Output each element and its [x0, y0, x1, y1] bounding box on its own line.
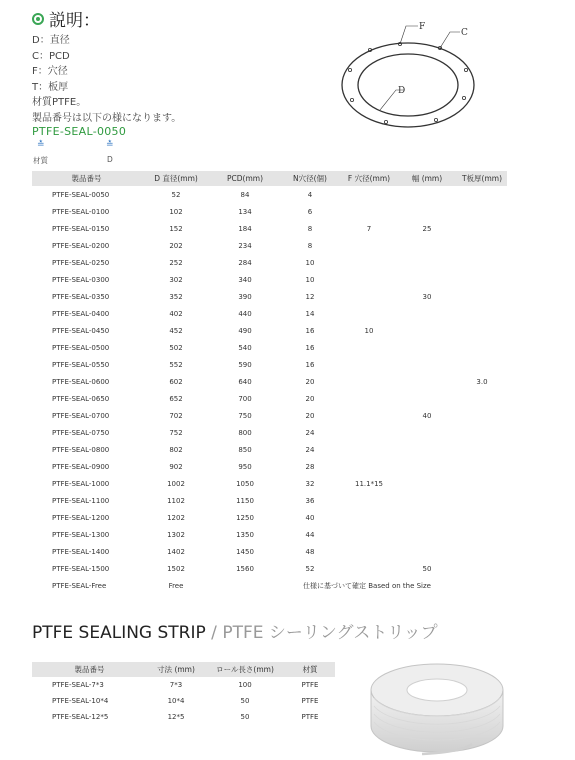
cell-width	[397, 356, 457, 373]
cell-part-number: PTFE-SEAL-12*5	[52, 713, 109, 721]
cell-width: 50	[422, 564, 432, 573]
cell-part-number: PTFE-SEAL-0400	[52, 309, 110, 318]
col-header-material: 材質	[285, 662, 335, 677]
cell-part-number: PTFE-SEAL-0200	[52, 241, 110, 250]
col-header-part-number: 製品番号	[32, 171, 141, 186]
cell-part-number: PTFE-SEAL-0800	[52, 445, 110, 454]
cell-hole-count: 24	[305, 428, 315, 437]
cell-hole-diameter	[341, 339, 397, 356]
cell-thickness	[457, 492, 507, 509]
cell-part-number: PTFE-SEAL-0600	[52, 377, 110, 386]
table-row	[32, 509, 507, 526]
cell-material: PTFE	[301, 697, 319, 705]
cell-diameter: 302	[169, 275, 183, 284]
cell-thickness	[457, 543, 507, 560]
cell-pcd: 540	[238, 343, 252, 352]
cell-hole-count: 52	[305, 564, 315, 573]
cell-hole-count: 16	[305, 343, 315, 352]
section-header	[32, 6, 100, 31]
table-row	[32, 322, 507, 339]
desc-line: D：直径	[32, 35, 70, 46]
cell-width	[397, 526, 457, 543]
diagram-label-d: D	[398, 86, 406, 96]
cell-thickness	[457, 305, 507, 322]
cell-part-number: PTFE-SEAL-0550	[52, 360, 110, 369]
gasket-diagram	[340, 18, 500, 128]
cell-diameter: 602	[169, 377, 183, 386]
cell-part-number: PTFE-SEAL-10*4	[52, 697, 109, 705]
cell-width	[397, 271, 457, 288]
table-row	[32, 475, 507, 492]
cell-hole-diameter	[341, 560, 397, 577]
cell-pcd: 850	[238, 445, 252, 454]
cell-diameter: 1102	[167, 496, 185, 505]
cell-width	[397, 305, 457, 322]
cell-thickness	[457, 339, 507, 356]
cell-hole-count: 36	[305, 496, 315, 505]
cell-hole-diameter	[341, 271, 397, 288]
cell-part-number: PTFE-SEAL-0750	[52, 428, 110, 437]
cell-pcd: 390	[238, 292, 252, 301]
cell-width	[397, 373, 457, 390]
table-row	[32, 543, 507, 560]
cell-thickness	[457, 271, 507, 288]
cell-hole-count: 8	[307, 224, 313, 233]
cell-diameter: 802	[169, 445, 183, 454]
cell-width	[397, 203, 457, 220]
desc-line: 製品番号は以下の様になります。	[32, 112, 182, 124]
cell-width	[397, 339, 457, 356]
cell-pcd: 284	[238, 258, 252, 267]
cell-hole-diameter	[341, 203, 397, 220]
double-chevron-down-icon: ≛	[106, 140, 114, 150]
cell-diameter: 702	[169, 411, 183, 420]
cell-part-number: PTFE-SEAL-0450	[52, 326, 110, 335]
cell-thickness	[457, 509, 507, 526]
cell-width	[397, 492, 457, 509]
cell-pcd: 234	[238, 241, 252, 250]
cell-material: PTFE	[301, 713, 319, 721]
cell-pcd: 340	[238, 275, 252, 284]
cell-thickness	[457, 441, 507, 458]
cell-hole-diameter	[341, 305, 397, 322]
cell-hole-diameter	[341, 526, 397, 543]
table-row	[32, 339, 507, 356]
table-row	[32, 390, 507, 407]
cell-roll-length: 50	[240, 713, 250, 721]
col-header-diameter: D 直径(mm)	[141, 171, 211, 186]
cell-thickness	[457, 288, 507, 305]
cell-width: 30	[422, 292, 432, 301]
cell-thickness	[457, 254, 507, 271]
cell-part-number: PTFE-SEAL-7*3	[52, 681, 104, 689]
cell-hole-diameter	[341, 237, 397, 254]
cell-part-number: PTFE-SEAL-0700	[52, 411, 110, 420]
cell-hole-diameter	[341, 407, 397, 424]
cell-pcd: 1350	[236, 530, 254, 539]
double-chevron-down-icon: ≛	[37, 140, 45, 150]
cell-hole-count: 4	[307, 190, 313, 199]
col-header-hole-count: N穴径(個)	[279, 171, 341, 186]
radio-bullet-icon	[32, 13, 44, 25]
cell-diameter: Free	[168, 581, 184, 590]
strip-title-separator: /	[205, 623, 223, 643]
cell-part-number: PTFE-SEAL-0150	[52, 224, 110, 233]
cell-hole-count: 48	[305, 547, 315, 556]
table-row	[32, 407, 507, 424]
cell-hole-count: 20	[305, 394, 315, 403]
col-header-roll-length: ロール長さ(mm)	[205, 662, 285, 677]
cell-diameter: 152	[169, 224, 183, 233]
cell-pcd: 184	[238, 224, 252, 233]
table-row	[32, 271, 507, 288]
cell-part-number: PTFE-SEAL-1000	[52, 479, 110, 488]
cell-width	[397, 424, 457, 441]
cell-part-number: PTFE-SEAL-0650	[52, 394, 110, 403]
cell-diameter: 1002	[167, 479, 185, 488]
cell-thickness	[457, 186, 507, 203]
cell-pcd: 750	[238, 411, 252, 420]
table-row	[32, 373, 507, 390]
cell-diameter: 202	[169, 241, 183, 250]
cell-hole-diameter	[341, 254, 397, 271]
table-row	[32, 220, 507, 237]
example-code: PTFE-SEAL-0050	[32, 125, 127, 138]
table-header-row	[32, 662, 335, 677]
col-header-pcd: PCD(mm)	[211, 171, 279, 186]
cell-diameter: 752	[169, 428, 183, 437]
cell-pcd: 1150	[236, 496, 254, 505]
cell-pcd: 134	[238, 207, 252, 216]
cell-hole-diameter	[341, 356, 397, 373]
col-header-dimension: 寸法 (mm)	[147, 662, 205, 677]
table-row	[32, 305, 507, 322]
cell-hole-diameter: 10	[364, 326, 374, 335]
cell-hole-diameter	[341, 288, 397, 305]
cell-part-number: PTFE-SEAL-1400	[52, 547, 110, 556]
strip-section-title	[32, 618, 438, 643]
table-row	[32, 458, 507, 475]
table-row	[32, 356, 507, 373]
section-title: 説明：	[49, 11, 100, 31]
cell-diameter: 52	[171, 190, 181, 199]
cell-width	[397, 543, 457, 560]
cell-width	[397, 458, 457, 475]
cell-pcd	[211, 577, 279, 594]
strip-title-ja: PTFE シーリングストリップ	[222, 623, 438, 643]
description-block	[32, 33, 181, 127]
cell-diameter: 452	[169, 326, 183, 335]
table-row	[32, 693, 335, 709]
sealing-strip-roll-image	[362, 654, 512, 758]
table-row	[32, 186, 507, 203]
cell-pcd: 84	[240, 190, 250, 199]
cell-part-number: PTFE-SEAL-0300	[52, 275, 110, 284]
cell-hole-count: 16	[305, 326, 315, 335]
cell-width	[397, 509, 457, 526]
cell-thickness	[457, 458, 507, 475]
col-header-part-number: 製品番号	[32, 662, 147, 677]
cell-dimension: 12*5	[167, 713, 185, 721]
cell-diameter: 1202	[167, 513, 185, 522]
cell-hole-count: 20	[305, 377, 315, 386]
cell-thickness: 3.0	[476, 377, 488, 386]
cell-hole-diameter	[341, 390, 397, 407]
cell-diameter: 402	[169, 309, 183, 318]
cell-width	[397, 475, 457, 492]
table-row	[32, 709, 335, 725]
cell-hole-diameter	[341, 543, 397, 560]
table-header-row	[32, 171, 507, 186]
col-header-hole-diameter: F 穴径(mm)	[341, 171, 397, 186]
cell-width: 40	[422, 411, 432, 420]
material-label: 材質	[33, 156, 48, 165]
cell-width	[397, 322, 457, 339]
cell-dimension: 7*3	[169, 681, 183, 689]
cell-thickness	[457, 424, 507, 441]
desc-line: C：PCD	[32, 50, 70, 62]
cell-dimension: 10*4	[167, 697, 185, 705]
cell-width	[397, 186, 457, 203]
cell-size-note: 仕様に基づいて確定 Based on the Size	[303, 581, 431, 590]
cell-hole-count: 14	[305, 309, 315, 318]
cell-hole-count: 24	[305, 445, 315, 454]
cell-width: 25	[422, 224, 432, 233]
cell-diameter: 902	[169, 462, 183, 471]
cell-pcd: 800	[238, 428, 252, 437]
cell-pcd: 640	[238, 377, 252, 386]
cell-pcd: 700	[238, 394, 252, 403]
col-header-thickness: T板厚(mm)	[457, 171, 507, 186]
cell-part-number: PTFE-SEAL-Free	[52, 581, 107, 590]
col-header-width: 幅 (mm)	[397, 171, 457, 186]
cell-hole-diameter	[341, 373, 397, 390]
cell-pcd: 1050	[236, 479, 254, 488]
desc-line: F：穴径	[32, 66, 68, 78]
specification-table	[32, 171, 507, 594]
cell-diameter: 1302	[167, 530, 185, 539]
table-row	[32, 254, 507, 271]
cell-hole-count: 12	[305, 292, 315, 301]
table-row	[32, 441, 507, 458]
table-row	[32, 560, 507, 577]
cell-part-number: PTFE-SEAL-1500	[52, 564, 110, 573]
cell-pcd: 490	[238, 326, 252, 335]
desc-line: T：板厚	[32, 81, 69, 93]
cell-hole-diameter	[341, 492, 397, 509]
cell-thickness	[457, 203, 507, 220]
cell-width	[397, 441, 457, 458]
cell-pcd: 590	[238, 360, 252, 369]
strip-table	[32, 662, 335, 725]
cell-hole-diameter	[341, 509, 397, 526]
cell-part-number: PTFE-SEAL-0250	[52, 258, 110, 267]
table-row	[32, 424, 507, 441]
cell-part-number: PTFE-SEAL-1100	[52, 496, 110, 505]
cell-hole-diameter	[341, 458, 397, 475]
table-row	[32, 237, 507, 254]
cell-part-number: PTFE-SEAL-0500	[52, 343, 110, 352]
table-row	[32, 288, 507, 305]
cell-roll-length: 50	[240, 697, 250, 705]
cell-hole-count: 44	[305, 530, 315, 539]
cell-thickness	[457, 322, 507, 339]
cell-hole-count: 32	[305, 479, 315, 488]
cell-pcd: 440	[238, 309, 252, 318]
cell-hole-count: 28	[305, 462, 315, 471]
cell-hole-diameter	[341, 186, 397, 203]
table-row-free	[32, 577, 507, 594]
cell-thickness	[457, 390, 507, 407]
table-row	[32, 677, 335, 693]
cell-diameter: 502	[169, 343, 183, 352]
cell-diameter: 252	[169, 258, 183, 267]
cell-thickness	[457, 526, 507, 543]
cell-thickness	[457, 560, 507, 577]
cell-pcd: 1560	[236, 564, 254, 573]
cell-pcd: 1450	[236, 547, 254, 556]
cell-part-number: PTFE-SEAL-0100	[52, 207, 110, 216]
cell-diameter: 1502	[167, 564, 185, 573]
cell-thickness	[457, 407, 507, 424]
cell-hole-count: 16	[305, 360, 315, 369]
cell-material: PTFE	[301, 681, 319, 689]
cell-pcd: 950	[238, 462, 252, 471]
table-row	[32, 492, 507, 509]
cell-hole-diameter: 11.1*15	[355, 479, 383, 488]
cell-width	[397, 390, 457, 407]
cell-width	[397, 237, 457, 254]
cell-part-number: PTFE-SEAL-1200	[52, 513, 110, 522]
cell-hole-count: 8	[307, 241, 313, 250]
strip-title-en: PTFE SEALING STRIP	[32, 623, 206, 643]
cell-thickness	[457, 220, 507, 237]
cell-hole-count: 20	[305, 411, 315, 420]
cell-hole-count: 10	[305, 258, 315, 267]
cell-hole-count: 40	[305, 513, 315, 522]
cell-diameter: 652	[169, 394, 183, 403]
diagram-label-c: C	[461, 28, 468, 38]
cell-part-number: PTFE-SEAL-0050	[52, 190, 110, 199]
cell-diameter: 552	[169, 360, 183, 369]
cell-part-number: PTFE-SEAL-1300	[52, 530, 110, 539]
cell-hole-diameter: 7	[366, 224, 372, 233]
cell-roll-length: 100	[238, 681, 252, 689]
cell-diameter: 102	[169, 207, 183, 216]
cell-hole-count: 6	[307, 207, 313, 216]
diagram-label-f: F	[419, 22, 426, 32]
cell-hole-diameter	[341, 424, 397, 441]
cell-diameter: 1402	[167, 547, 185, 556]
cell-width	[397, 254, 457, 271]
table-row	[32, 203, 507, 220]
cell-pcd: 1250	[236, 513, 254, 522]
cell-hole-count: 10	[305, 275, 315, 284]
diameter-label: D	[107, 155, 113, 164]
table-row	[32, 526, 507, 543]
cell-diameter: 352	[169, 292, 183, 301]
cell-part-number: PTFE-SEAL-0350	[52, 292, 110, 301]
cell-thickness	[457, 237, 507, 254]
cell-thickness	[457, 356, 507, 373]
cell-part-number: PTFE-SEAL-0900	[52, 462, 110, 471]
desc-line: 材質PTFE。	[32, 97, 87, 109]
cell-hole-diameter	[341, 441, 397, 458]
cell-thickness	[457, 475, 507, 492]
